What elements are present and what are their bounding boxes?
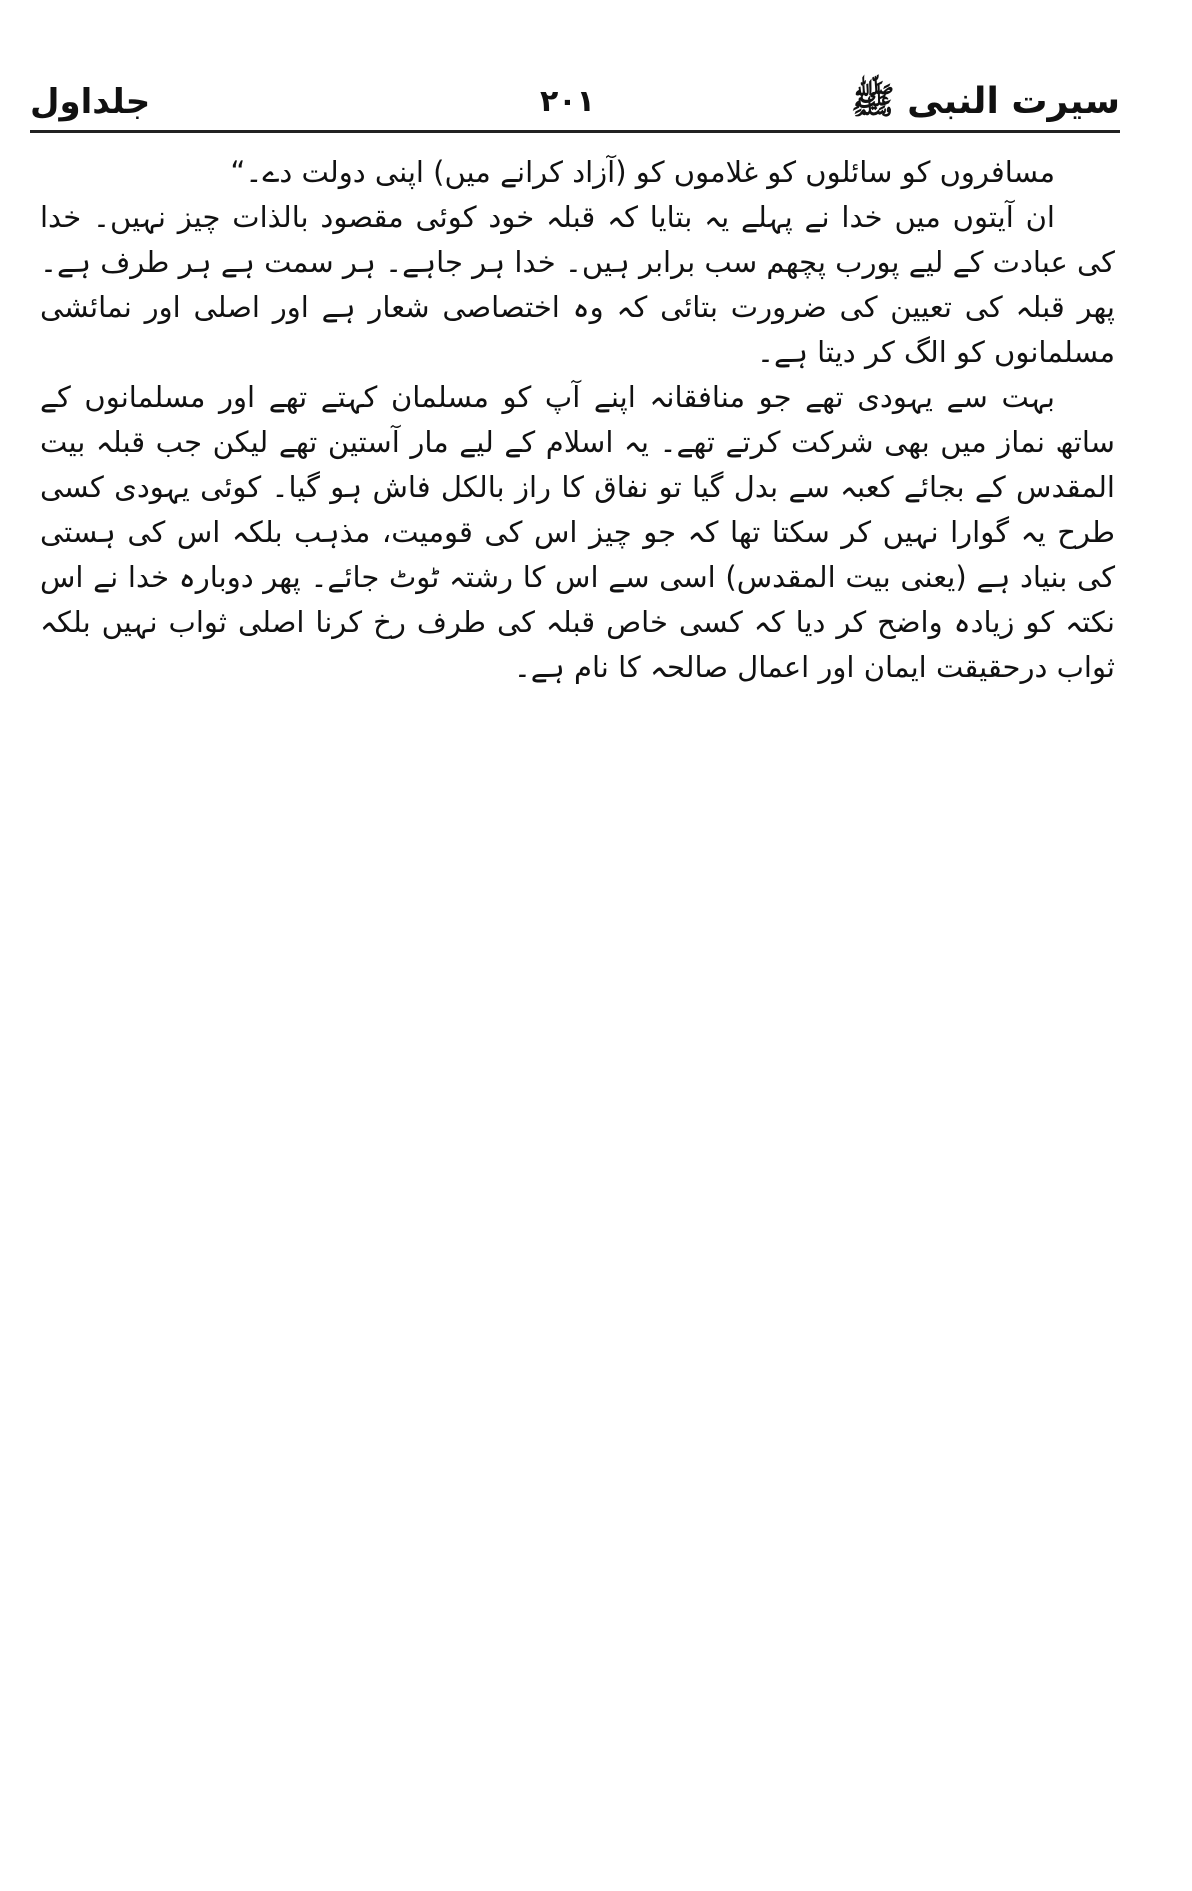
header-divider	[30, 130, 1120, 133]
page-number: ۲۰۱	[540, 84, 595, 119]
paragraph-quote-end: مسافروں کو سائلوں کو غلاموں کو (آزاد کرانے میں) اپنی دولت دے۔“	[230, 155, 1055, 189]
volume-label: جلداول	[30, 82, 151, 122]
book-title: سیرت النبی ﷺ	[851, 81, 1120, 122]
paragraph-qibla-explanation: ان آیتوں میں خدا نے پہلے یہ بتایا کہ قبلہ خود کوئی مقصود بالذات چیز نہیں۔ خدا کی عبادت کے لیے پورب پچھم سب برابر ہیں۔ خدا ہر جاہے۔ ہر سمت ہے ہر طرف ہے۔ پھر قبلہ کی تعیین کی ضرورت بتائی کہ وہ اختصاصی شعار ہے اور اصلی اور نمائشی مسلمانوں کو الگ کر دیتا ہے۔	[40, 200, 1115, 369]
body-text	[40, 150, 1115, 690]
page-header	[30, 78, 1120, 128]
paragraph-hypocrites: بہت سے یہودی تھے جو منافقانہ اپنے آپ کو مسلمان کہتے تھے اور مسلمانوں کے ساتھ نماز میں بھی شرکت کرتے تھے۔ یہ اسلام کے لیے مار آستین تھے لیکن جب قبلہ بیت المقدس کے بجائے کعبہ سے بدل گیا تو نفاق کا راز بالکل فاش ہو گیا۔ کوئی یہودی کسی طرح یہ گوارا نہیں کر سکتا تھا کہ جو چیز اس کی قومیت، مذہب بلکہ اس کی ہستی کی بنیاد ہے (یعنی بیت المقدس) اسی سے اس کا رشتہ ٹوٹ جائے۔ پھر دوبارہ خدا نے اس نکتہ کو زیادہ واضح کر دیا کہ کسی خاص قبلہ کی طرف رخ کرنا اصلی ثواب نہیں بلکہ ثواب درحقیقت ایمان اور اعمال صالحہ کا نام ہے۔	[40, 380, 1115, 684]
